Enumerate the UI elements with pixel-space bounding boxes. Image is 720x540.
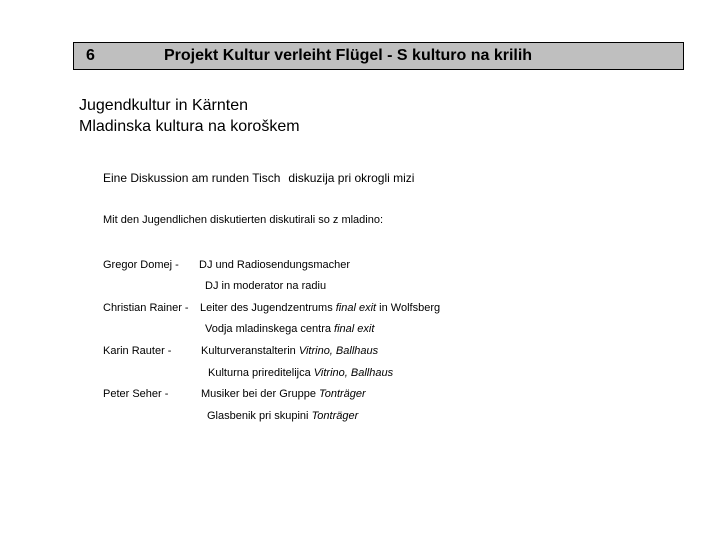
role-text: Leiter des Jugendzentrums: [200, 302, 336, 314]
role-venue: final exit: [334, 323, 375, 335]
page-title: Projekt Kultur verleiht Flügel - S kulturo na krilih: [164, 47, 533, 64]
role-text: Glasbenik pri skupini: [207, 410, 312, 422]
role-text: in Wolfsberg: [376, 302, 441, 314]
role-venue: final exit: [335, 302, 377, 314]
participant-name: Peter Seher -: [103, 388, 169, 400]
role-text: Kulturna prireditelijca: [208, 367, 314, 379]
role-venue: Tonträger: [311, 410, 359, 422]
participant-role-slovene: [207, 410, 358, 422]
discussion-line: [103, 171, 414, 185]
role-text: Vodja mladinskega centra: [205, 323, 335, 335]
participant-role-slovene: DJ in moderator na radiu: [205, 280, 327, 292]
participant-role-german: [201, 388, 366, 400]
participant-name: Christian Rainer -: [103, 302, 189, 314]
participant-name: Gregor Domej -: [103, 259, 179, 271]
role-venue: Vitrino, Ballhaus: [298, 345, 379, 357]
participant-role-german: DJ und Radiosendungsmacher: [199, 259, 351, 271]
role-text: Musiker bei der Gruppe: [201, 388, 319, 400]
role-venue: Tonträger: [319, 388, 366, 400]
role-text: Kulturveranstalterin: [201, 345, 299, 357]
role-venue: Vitrino, Ballhaus: [313, 367, 394, 379]
participant-role-slovene: [205, 323, 374, 335]
participant-role-slovene: [208, 367, 393, 379]
subtitle-german: Jugendkultur in Kärnten: [79, 97, 248, 114]
page-number: 6: [86, 47, 95, 64]
discussion-slovene: diskuzija pri okrogli mizi: [288, 171, 415, 185]
participant-role-german: [200, 302, 440, 314]
participant-role-german: [201, 345, 378, 357]
subtitle-slovene: Mladinska kultura na koroškem: [79, 118, 300, 135]
discussion-german: Eine Diskussion am runden Tisch: [103, 171, 281, 185]
participant-name: Karin Rauter -: [103, 345, 172, 357]
intro-line: Mit den Jugendlichen diskutierten diskutirali so z mladino:: [103, 214, 384, 226]
header-bar: [73, 42, 684, 70]
